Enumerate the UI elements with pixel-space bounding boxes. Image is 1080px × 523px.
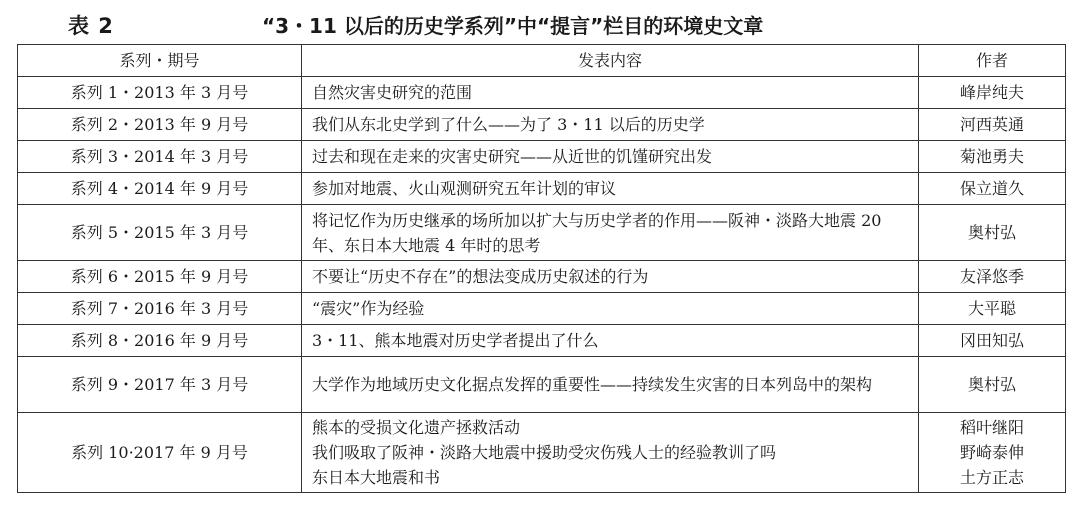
content-cell [302, 413, 919, 493]
author-cell: 河西英通 [919, 109, 1066, 141]
table-row [18, 173, 1066, 205]
content-cell: “震灾”作为经验 [302, 293, 919, 325]
column-header-content: 发表内容 [302, 45, 919, 77]
content-cell: 参加对地震、火山观测研究五年计划的审议 [302, 173, 919, 205]
table-header-row [18, 45, 1066, 77]
author-cell: 奥村弘 [919, 205, 1066, 261]
author-line: 野崎泰伸 [959, 443, 1024, 462]
content-line: 我们吸取了阪神・淡路大地震中援助受灾伤残人士的经验教训了吗 [312, 443, 777, 462]
content-cell: 将记忆作为历史继承的场所加以扩大与历史学者的作用——阪神・淡路大地震 20 年、东日本大地震 4 年时的思考 [302, 205, 919, 261]
series-cell: 系列 5・2015 年 3 月号 [18, 205, 302, 261]
series-cell: 系列 9・2017 年 3 月号 [18, 357, 302, 413]
table-row [18, 357, 1066, 413]
content-cell: 过去和现在走来的灾害史研究——从近世的饥馑研究出发 [302, 141, 919, 173]
author-line: 稻叶继阳 [959, 418, 1024, 437]
author-cell: 保立道久 [919, 173, 1066, 205]
author-cell [919, 413, 1066, 493]
series-cell: 系列 8・2016 年 9 月号 [18, 325, 302, 357]
content-cell: 我们从东北史学到了什么——为了 3・11 以后的历史学 [302, 109, 919, 141]
table-row [18, 109, 1066, 141]
content-line: 东日本大地震和书 [312, 468, 441, 487]
table-title: “3・11 以后的历史学系列”中“提言”栏目的环境史文章 [262, 14, 764, 38]
series-cell: 系列 10·2017 年 9 月号 [18, 413, 302, 493]
series-cell: 系列 4・2014 年 9 月号 [18, 173, 302, 205]
series-cell: 系列 6・2015 年 9 月号 [18, 261, 302, 293]
table-row [18, 293, 1066, 325]
series-cell: 系列 1・2013 年 3 月号 [18, 77, 302, 109]
content-cell: 大学作为地域历史文化据点发挥的重要性——持续发生灾害的日本列岛中的架构 [302, 357, 919, 413]
table-row [18, 141, 1066, 173]
author-line: 土方正志 [959, 468, 1024, 487]
author-cell: 峰岸纯夫 [919, 77, 1066, 109]
author-cell: 奥村弘 [919, 357, 1066, 413]
author-cell: 大平聪 [919, 293, 1066, 325]
column-header-author: 作者 [919, 45, 1066, 77]
author-cell: 冈田知弘 [919, 325, 1066, 357]
content-cell: 自然灾害史研究的范围 [302, 77, 919, 109]
table-row [18, 77, 1066, 109]
articles-table [17, 44, 1066, 493]
table-row [18, 205, 1066, 261]
author-cell: 菊池勇夫 [919, 141, 1066, 173]
table-row [18, 325, 1066, 357]
author-cell: 友泽悠季 [919, 261, 1066, 293]
table-number: 表 2 [68, 14, 114, 38]
series-cell: 系列 3・2014 年 3 月号 [18, 141, 302, 173]
table-row [18, 413, 1066, 493]
column-header-series: 系列・期号 [18, 45, 302, 77]
table-caption [0, 6, 1080, 38]
table-row [18, 261, 1066, 293]
content-line: 熊本的受损文化遗产拯救活动 [312, 418, 521, 437]
content-cell: 不要让“历史不存在”的想法变成历史叙述的行为 [302, 261, 919, 293]
content-cell: 3・11、熊本地震对历史学者提出了什么 [302, 325, 919, 357]
series-cell: 系列 7・2016 年 3 月号 [18, 293, 302, 325]
series-cell: 系列 2・2013 年 9 月号 [18, 109, 302, 141]
